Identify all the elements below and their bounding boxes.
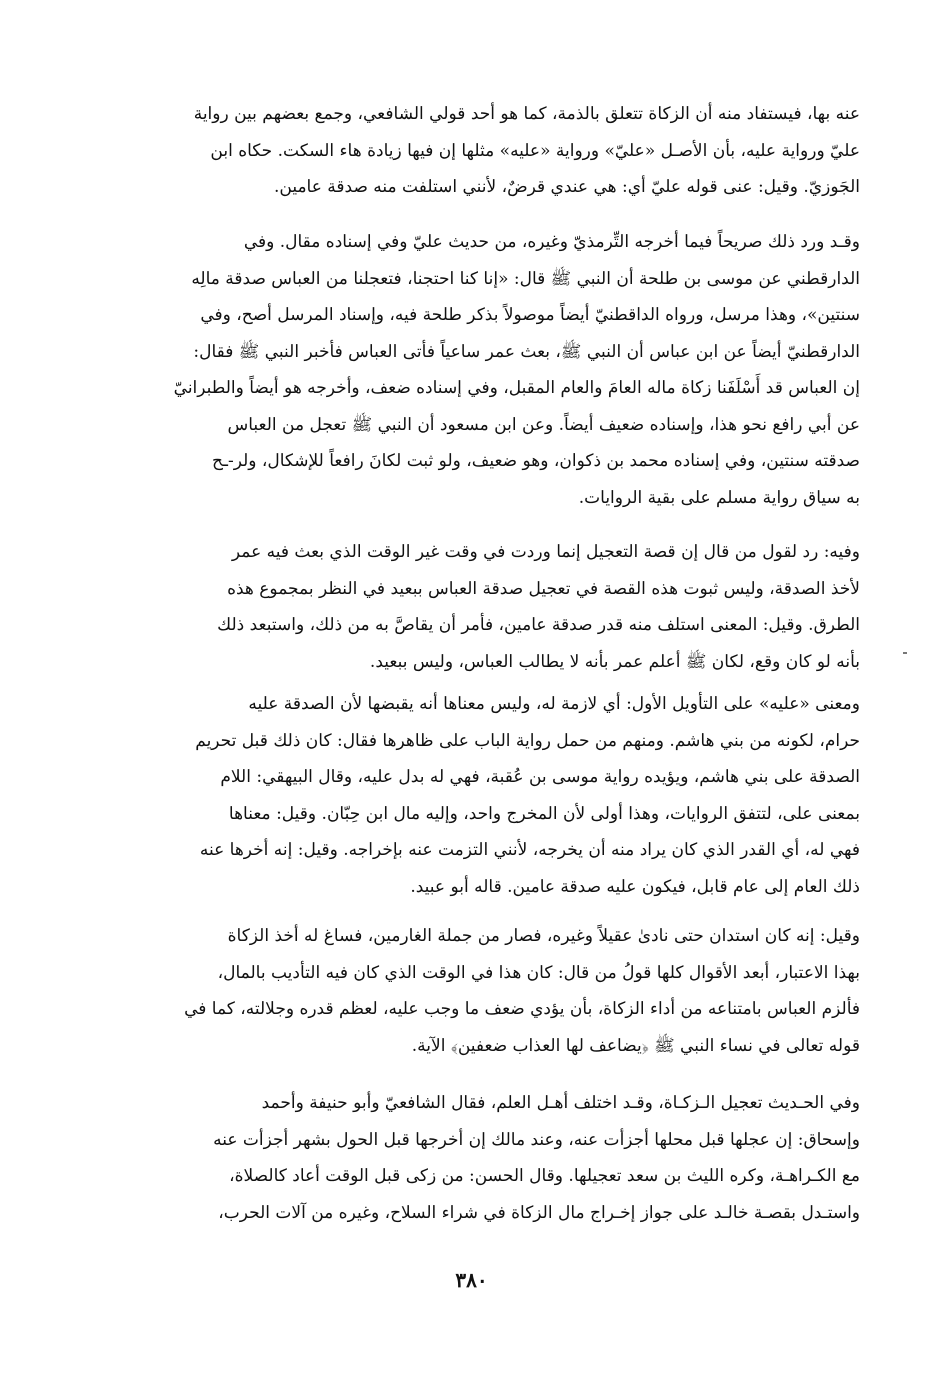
text-line: لأخذ الصدقة، وليس ثبوت هذه القصة في تعجيل صدقة العباس ببعيد في النظر بمجموع هذه <box>227 578 860 599</box>
text-line: بأنه لو كان وقع، لكان ﷺ أعلم عمر بأنه لا يطالب العباس، وليس ببعيد. <box>369 651 860 672</box>
text-line: وفي الحـديث تعجيل الـزكـاة، وقـد اختلف أهـل العلم، فقال الشافعيّ وأبو حنيفة وأحمد <box>261 1093 860 1113</box>
text-line: الجَوزيّ. وقيل: عنى قوله عليّ أي: هي عندي قرضٌ، لأنني استلفت منه صدقة عامين. <box>273 177 860 197</box>
text-line: فهي له، أي القدر الذي كان يراد منه أن يخرجه، لأنني التزمت عنه بإخراجه. وقيل: إنه أخرها عنه <box>199 840 860 860</box>
paragraph-5 <box>84 918 860 1064</box>
text-line: ذلك العام إلى عام قابل، فيكون عليه صدقة عامين. قاله أبو عبيد. <box>410 876 860 897</box>
text-line: إن العباس قد أَسْلَفَنا زكاة ماله العامَ والعام المقبل، وفي إسناده ضعف، وأخرجه هو أيضاً والطبرانيّ <box>173 378 860 398</box>
text-line: مع الكـراهـة، وكره الليث بن سعد تعجيلها. وقال الحسن: من زكى قبل الوقت أعاد كالصلاة، <box>229 1166 860 1186</box>
text-line: ومعنى «عليه» على التأويل الأول: أي لازمة له، وليس معناها أنه يقبضها لأن الصدقة عليه <box>248 694 860 714</box>
scan-mark <box>903 652 907 654</box>
text-line: قوله تعالى في نساء النبي ﷺ ﴿يضاعف لها العذاب ضعفين﴾ الآية. <box>411 1035 860 1056</box>
text-line: عليّ ورواية عليه، بأن الأصـل «عليّ» ورواية «عليه» مثلها إن فيها زيادة هاء السكت. حكاه ابن <box>210 140 860 161</box>
text-line: بمعنى على، لتتفق الروايات، وهذا أولى لأن المخرج واحد، وإليه مال ابن حِبّان. وقيل: معناها <box>228 803 860 824</box>
text-line: صدقته سنتين، وفي إسناده محمد بن ذكوان، وهو ضعيف، ولو ثبت لكانَ رافعاً للإشكال، ولر-ـح <box>212 451 860 471</box>
paragraph-2 <box>84 224 860 516</box>
text-line: عنه بها، فيستفاد منه أن الزكاة تتعلق بالذمة، كما هو أحد قولي الشافعي، وجمع بعضهم بين رواية <box>193 104 860 124</box>
text-line: سنتين»، وهذا مرسل، ورواه الداقطنيّ أيضاً موصولاً بذكر طلحة فيه، وإسناد المرسل أصح، وفي <box>200 305 860 325</box>
text-line: وقيل: إنه كان استدان حتى نادىٰ عقيلاً وغيره، فصار من جملة الغارمين، فساغ له أخذ الزكاة <box>227 926 860 946</box>
paragraph-6 <box>84 1085 860 1231</box>
paragraph-1 <box>84 96 860 206</box>
text-line: وقـد ورد ذلك صريحاً فيما أخرجه التِّرمذيّ وغيره، من حديث عليّ وفي إسناده مقال. وفي <box>243 232 860 252</box>
text-line: الدارقطنيّ أيضاً عن ابن عباس أن النبي ﷺ، بعث عمر ساعياً فأتى العباس فأخبر النبي ﷺ فقال: <box>193 341 860 362</box>
text-line: الطرق. وقيل: المعنى استلف منه قدر صدقة عامين، فأمر أن يقاصَّ به من ذلك، واستبعد ذلك <box>217 615 860 635</box>
text-line: الصدقة على بني هاشم، ويؤيده رواية موسى بن عُقبة، فهي له بدل عليه، وقال البيهقي: اللام <box>220 767 860 787</box>
paragraph-4 <box>84 686 860 905</box>
text-line: الدارقطني عن موسى بن طلحة أن النبي ﷺ قال: «إنا كنا احتجنا، فتعجلنا من العباس صدقة مالِه <box>191 268 860 289</box>
text-line: وفيه: رد لقول من قال إن قصة التعجيل إنما وردت في وقت غير الوقت الذي بعث فيه عمر <box>231 542 860 562</box>
text-line: وإسحاق: إن عجلها قبل محلها أجزأت عنه، وعند مالك إن أخرجها قبل الحول بشهر أجزأت عنه <box>213 1129 860 1150</box>
text-line: واستـدل بقصـة خالـد على جواز إخـراج مال الزكاة في شراء السلاح، وغيره من آلات الحرب، <box>218 1202 860 1223</box>
paragraph-3 <box>84 534 860 680</box>
text-line: به سياق رواية مسلم على بقية الروايات. <box>578 487 860 508</box>
text-line: فألزم العباس بامتناعه من أداء الزكاة، بأن يؤدي ضعف ما وجب عليه، لعظم قدره وجلالته، كما في <box>184 999 860 1019</box>
page-number: ٣٨٠ <box>455 1268 488 1292</box>
text-line: عن أبي رافع نحو هذا، وإسناده ضعيف أيضاً. وعن ابن مسعود أن النبي ﷺ تعجل من العباس <box>227 414 860 435</box>
text-line: حرام، لكونه من بني هاشم. ومنهم من حمل رواية الباب على ظاهرها فقال: كان ذلك قبل تحريم <box>195 730 860 751</box>
text-line: بهذا الاعتبار، أبعد الأقوال كلها قولُ من قال: كان هذا في الوقت الذي كان فيه التأديب بالمال، <box>217 962 860 983</box>
